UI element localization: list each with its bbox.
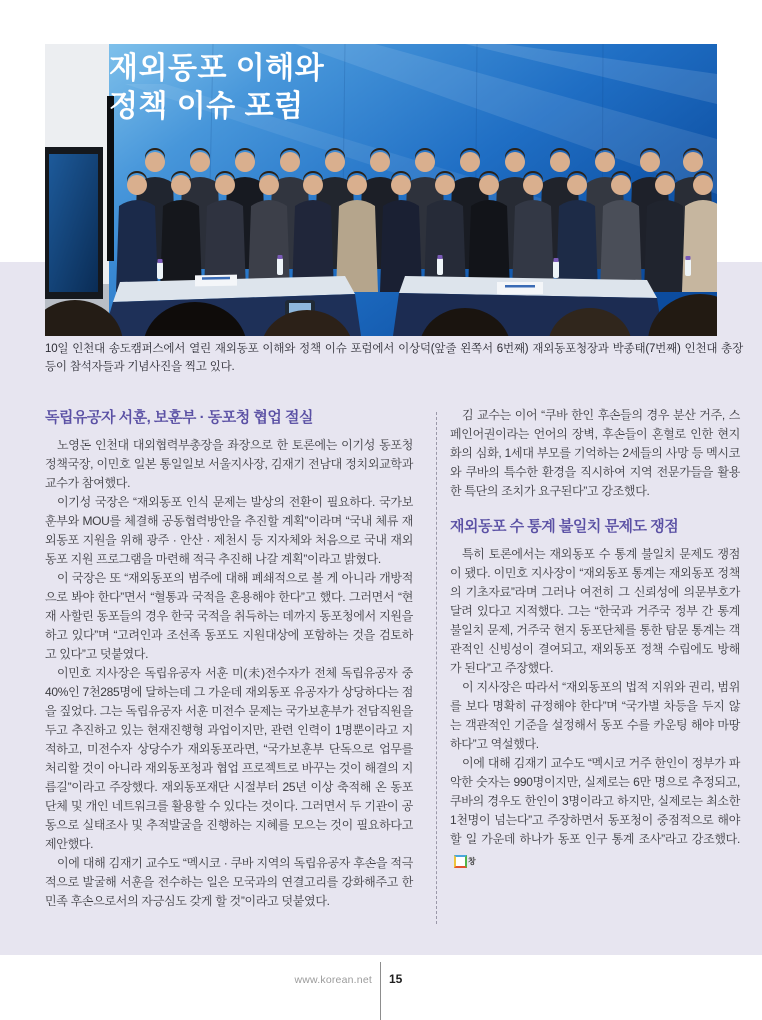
article-paragraph: 특히 토론에서는 재외동포 수 통계 불일치 문제도 쟁점이 됐다. 이민호 지사장이 “재외동포 통계는 재외동포 정책의 기초자료”라며 그러나 여전히 그 신뢰성에 의문부호가 달려 있다고 지적했다. 그는 “한국과 거주국 정부 간 통계 불일치 문제, 거주국 현지 동포단체를 통한 탐문 통계는 객관적인 신빙성이 결여되고, 재외동포 정책 수립에도 방해가 된다”고 주장했다. — [450, 547, 740, 675]
article-paragraph — [450, 754, 740, 868]
forum-banner-title-line2: 정책 이슈 포럼 — [109, 90, 304, 123]
article-paragraph: 이기성 국장은 “재외동포 인식 문제는 발상의 전환이 필요하다. 국가보훈부와 MOU를 체결해 공동협력방안을 추진할 계획”이라며 “국내 체류 재외동포 지원을 위해 광주 · 안산 · 제천시 등 지자체와 처음으로 국내 재외동포 지원 프로그램을 마련해 적극 추진해 나갈 계획”이라고 밝혔다. — [45, 495, 413, 566]
column-divider — [436, 412, 437, 924]
footer-site-url: www.korean.net — [294, 974, 372, 986]
footer-divider-line — [380, 962, 381, 1020]
footer-page-number: 15 — [389, 972, 403, 986]
forum-banner-title-line1: 재외동포 이해와 — [109, 52, 325, 85]
article-paragraph: 이민호 지사장은 독립유공자 서훈 미(未)전수자가 전체 독립유공자 중 40%인 7천285명에 달하는데 그 가운데 재외동포 유공자가 상당하다는 점을 짚었다. 그는 독립유공자 서훈 미전수 문제는 국가보훈부가 전담직원을 두고 추진하고 있는 현재진행형 과업이지만, 관련 인력이 1명뿐이라고 지적하고, 미전수자 상당수가 재외동포라면, “국가보훈부 단독으로 업무를 처리할 것이 아니라 재외동포청과 협업 프로젝트로 바꾸는 것이 해결의 지름길”이라고 주장했다. 재외동포재단 시절부터 25년 이상 축적해 온 동포단체 및 개인 네트워크를 활용할 수 있다는 것이다. 그러면서 두 기관이 공동으로 실태조사 및 추적발굴을 진행하는 지혜를 모으는 것이 필요하다고 제안했다. — [45, 666, 413, 851]
article-left-column — [45, 406, 413, 911]
koreannet-end-mark-icon: 창 — [454, 855, 467, 868]
article-paragraph: 노영돈 인천대 대외협력부총장을 좌장으로 한 토론에는 이기성 동포청 정책국장, 이민호 일본 통일일보 서울지사장, 김재기 전남대 정치외교학과 교수가 참여했다. — [45, 438, 413, 490]
article-paragraph-text: 이에 대해 김재기 교수도 “멕시코 거주 한인이 정부가 파악한 숫자는 990명이지만, 실제로는 6만 명으로 추정되고, 쿠바의 경우도 한인이 3명이라고 하지만, 실제로는 최소한 1천명이 넘는다”고 주장하면서 동포청이 중점적으로 해야 할 일 가운데 하나가 동포 인구 통계 조사”라고 강조했다. — [450, 756, 740, 846]
forum-banner-title — [109, 50, 324, 126]
section-heading-left: 독립유공자 서훈, 보훈부 · 동포청 협업 절실 — [45, 409, 313, 426]
article-paragraph: 김 교수는 이어 “쿠바 한인 후손들의 경우 분산 거주, 스페인어권이라는 언어의 장벽, 후손들이 혼혈로 인한 현지화의 심화, 1세대 부모를 기억하는 2세들의 사망 등 멕시코와 쿠바의 특수한 환경을 직시하여 지역 전문가들을 활용한 특단의 조치가 요구된다”고 강조했다. — [450, 408, 740, 498]
article-paragraph: 이 국장은 또 “재외동포의 범주에 대해 폐쇄적으로 볼 게 아니라 개방적으로 봐야 한다”면서 “혈통과 국적을 혼용해야 한다”고 했다. 그러면서 “현재 사할린 동포들의 경우 한국 국적을 취득하는 데까지 동포청에서 지원을 하고 있다”며 “고려인과 조선족 동포도 지원대상에 포함하는 것을 검토하고 있다”고 덧붙였다. — [45, 571, 413, 661]
article-right-column — [450, 406, 740, 868]
article-paragraph: 이 지사장은 따라서 “재외동포의 법적 지위와 권리, 범위를 보다 명확히 규정해야 한다”며 “국가별 차등을 두지 않는 객관적인 기준을 설정해서 동포 수를 카운팅 해야 마땅하다”고 역설했다. — [450, 680, 740, 751]
photo-caption: 10일 인천대 송도캠퍼스에서 열린 재외동포 이해와 정책 이슈 포럼에서 이상덕(앞줄 왼쪽서 6번째) 재외동포청장과 박종태(7번째) 인천대 총장 등이 참석자들과 기념사진을 찍고 있다. — [45, 343, 743, 373]
forum-photo — [45, 44, 717, 336]
article-paragraph: 이에 대해 김재기 교수도 “멕시코 · 쿠바 지역의 독립유공자 후손을 적극적으로 발굴해 서훈을 전수하는 일은 모국과의 연결고리를 강화해주고 한민족 후손으로서의 자긍심도 갖게 할 것”이라고 덧붙였다. — [45, 856, 413, 908]
section-heading-right: 재외동포 수 통계 불일치 문제도 쟁점 — [450, 518, 679, 535]
